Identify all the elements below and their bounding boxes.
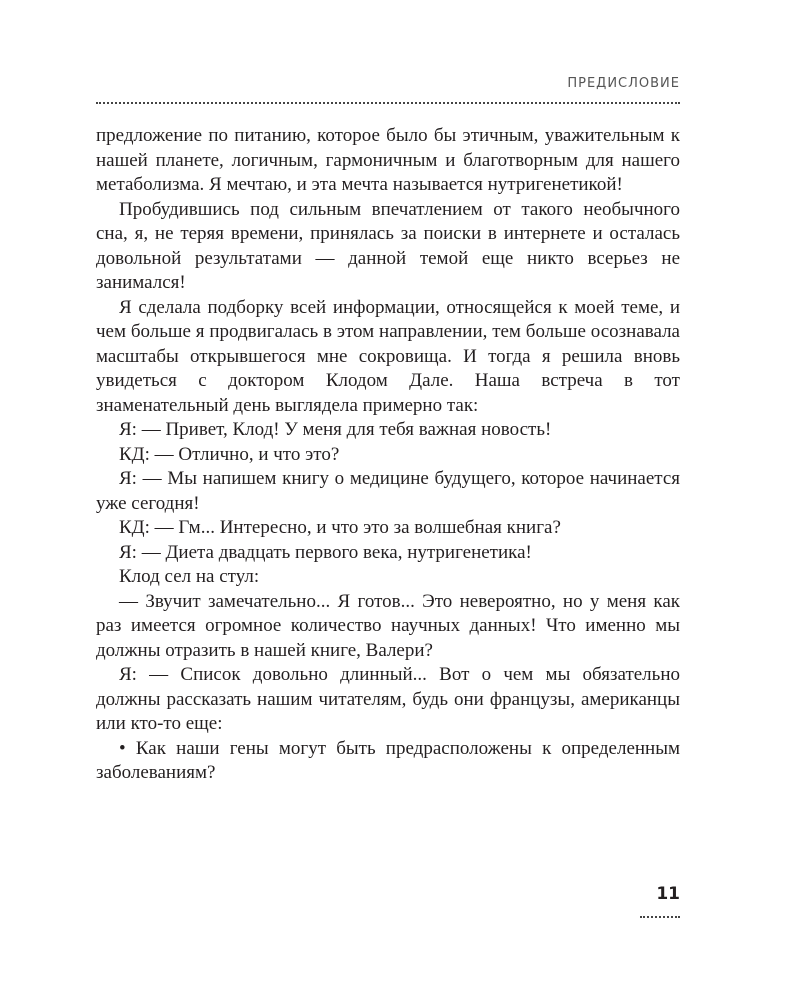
dialogue-line: КД: — Отлично, и что это? (119, 443, 340, 465)
dialogue-line: КД: — Гм... Интересно, и что это за волшебная книга? (119, 517, 561, 538)
dialogue-line: Я: — Список довольно длинный... Вот о чем мы обязательно должны рассказать нашим читателям, будь они французы, американцы или кто-то еще: (96, 664, 680, 734)
paragraph: Клод сел на стул: (119, 566, 260, 587)
dialogue-line: Я: — Привет, Клод! У меня для тебя важная новость! (119, 419, 552, 440)
dialogue-line: Я: — Диета двадцать первого века, нутригенетика! (119, 541, 532, 563)
footer-dotted-rule (640, 916, 680, 918)
running-head: ПРЕДИСЛОВИЕ (567, 76, 680, 91)
paragraph: Пробудившись под сильным впечатлением от такого необычного сна, я, не теряя времени, принялась за поиски в интернете и осталась довольной результатами — данной темой еще никто всерьез не занимался! (96, 198, 680, 293)
page-number: 11 (656, 884, 680, 904)
header-dotted-rule (96, 102, 680, 104)
bullet-item: • Как наши гены могут быть предрасположены к определенным заболеваниям? (96, 737, 680, 783)
dialogue-line: Я: — Мы напишем книгу о медицине будущего, которое начинается уже сегодня! (96, 468, 680, 514)
paragraph: Я сделала подборку всей информации, относящейся к моей теме, и чем больше я продвигалась в этом направлении, тем больше осознавала масштабы открывшегося мне сокровища. И тогда я решила вновь увидеться с доктором Клодом Дале. Наша встреча в тот знаменательный день выглядела примерно так: (96, 296, 680, 416)
body-text (96, 124, 680, 786)
dialogue-line: — Звучит замечательно... Я готов... Это невероятно, но у меня как раз имеется огромное количество научных данных! Что именно мы должны отразить в нашей книге, Валери? (96, 590, 680, 661)
paragraph: предложение по питанию, которое было бы этичным, уважительным к нашей планете, логичным, гармоничным и благотворным для нашего метаболизма. Я мечтаю, и эта мечта называется нутригенетикой! (96, 125, 680, 195)
